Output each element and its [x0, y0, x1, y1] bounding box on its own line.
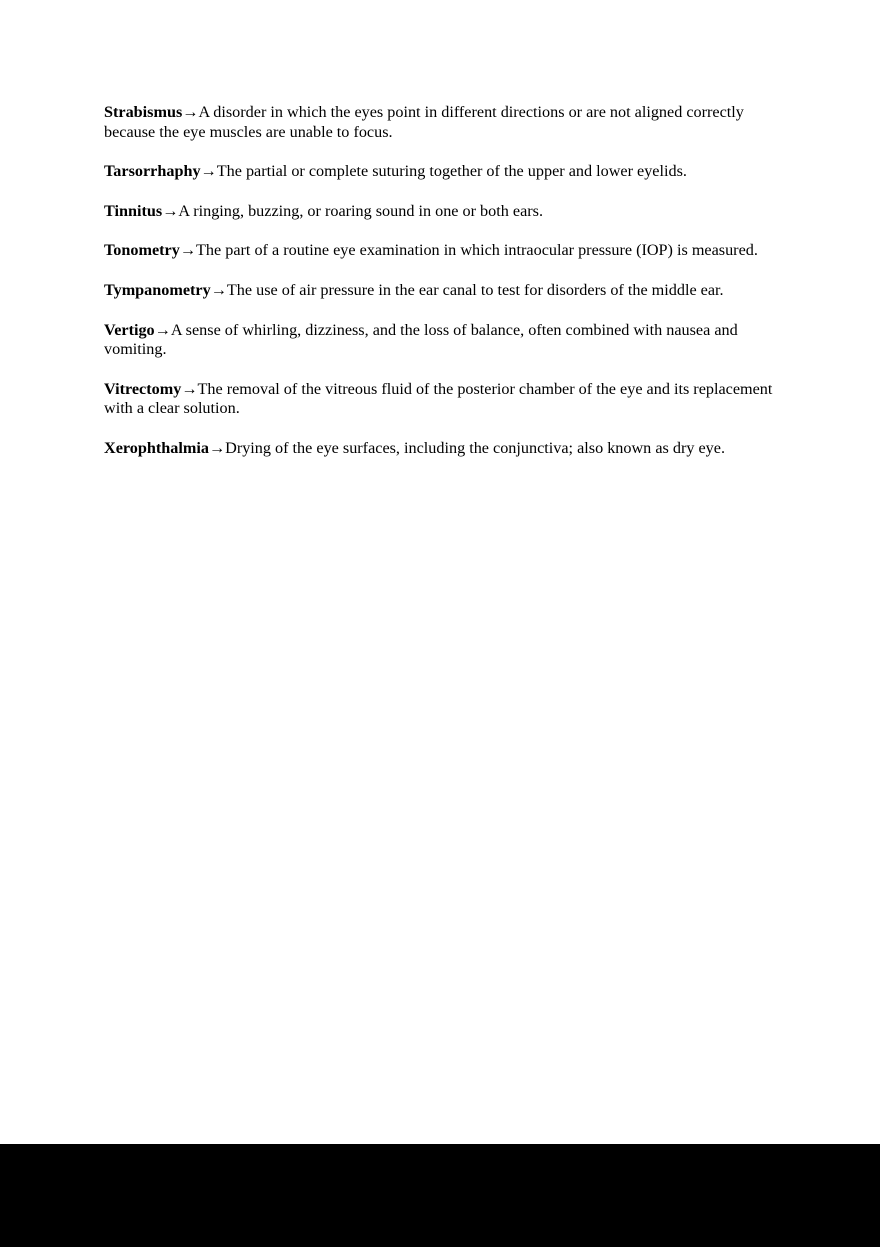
term: Tonometry: [104, 241, 180, 260]
glossary-entry-strabismus: [104, 103, 774, 142]
definition: The partial or complete suturing together of the upper and lower eyelids.: [216, 162, 687, 181]
glossary-entry-tinnitus: [104, 202, 774, 222]
term: Vertigo: [104, 320, 155, 339]
glossary-entry-vertigo: [104, 321, 774, 360]
term: Strabismus: [104, 103, 183, 121]
arrow-right-icon: →: [208, 438, 226, 457]
glossary-entry-tympanometry: [104, 281, 774, 301]
arrow-right-icon: →: [200, 162, 217, 181]
definition: A sense of whirling, dizziness, and the loss of balance, often combined with nausea and vomiting.: [104, 320, 738, 359]
arrow-right-icon: →: [181, 379, 198, 398]
definition: The part of a routine eye examination in which intraocular pressure (IOP) is measured.: [196, 241, 758, 260]
definition: A ringing, buzzing, or roaring sound in one or both ears.: [178, 201, 543, 220]
glossary-list: [104, 103, 774, 479]
glossary-entry-vitrectomy: [104, 380, 774, 419]
definition: A disorder in which the eyes point in different directions or are not aligned correctly because the eye muscles are unable to focus.: [104, 103, 744, 141]
definition: Drying of the eye surfaces, including the conjunctiva; also known as dry eye.: [225, 438, 725, 457]
term: Tarsorrhaphy: [104, 162, 201, 181]
definition: The removal of the vitreous fluid of the posterior chamber of the eye and its replacement with a clear solution.: [104, 379, 773, 418]
term: Xerophthalmia: [104, 438, 209, 457]
glossary-entry-xerophthalmia: [104, 439, 774, 459]
arrow-right-icon: →: [154, 320, 171, 339]
bottom-black-band: [0, 1144, 880, 1247]
glossary-entry-tonometry: [104, 241, 774, 261]
term: Tinnitus: [104, 201, 163, 220]
definition: The use of air pressure in the ear canal to test for disorders of the middle ear.: [226, 280, 724, 299]
arrow-right-icon: →: [162, 201, 179, 220]
arrow-right-icon: →: [182, 103, 199, 121]
arrow-right-icon: →: [210, 280, 227, 299]
term: Tympanometry: [104, 280, 211, 299]
arrow-right-icon: →: [179, 241, 197, 260]
term: Vitrectomy: [104, 379, 182, 398]
glossary-entry-tarsorrhaphy: [104, 162, 774, 182]
